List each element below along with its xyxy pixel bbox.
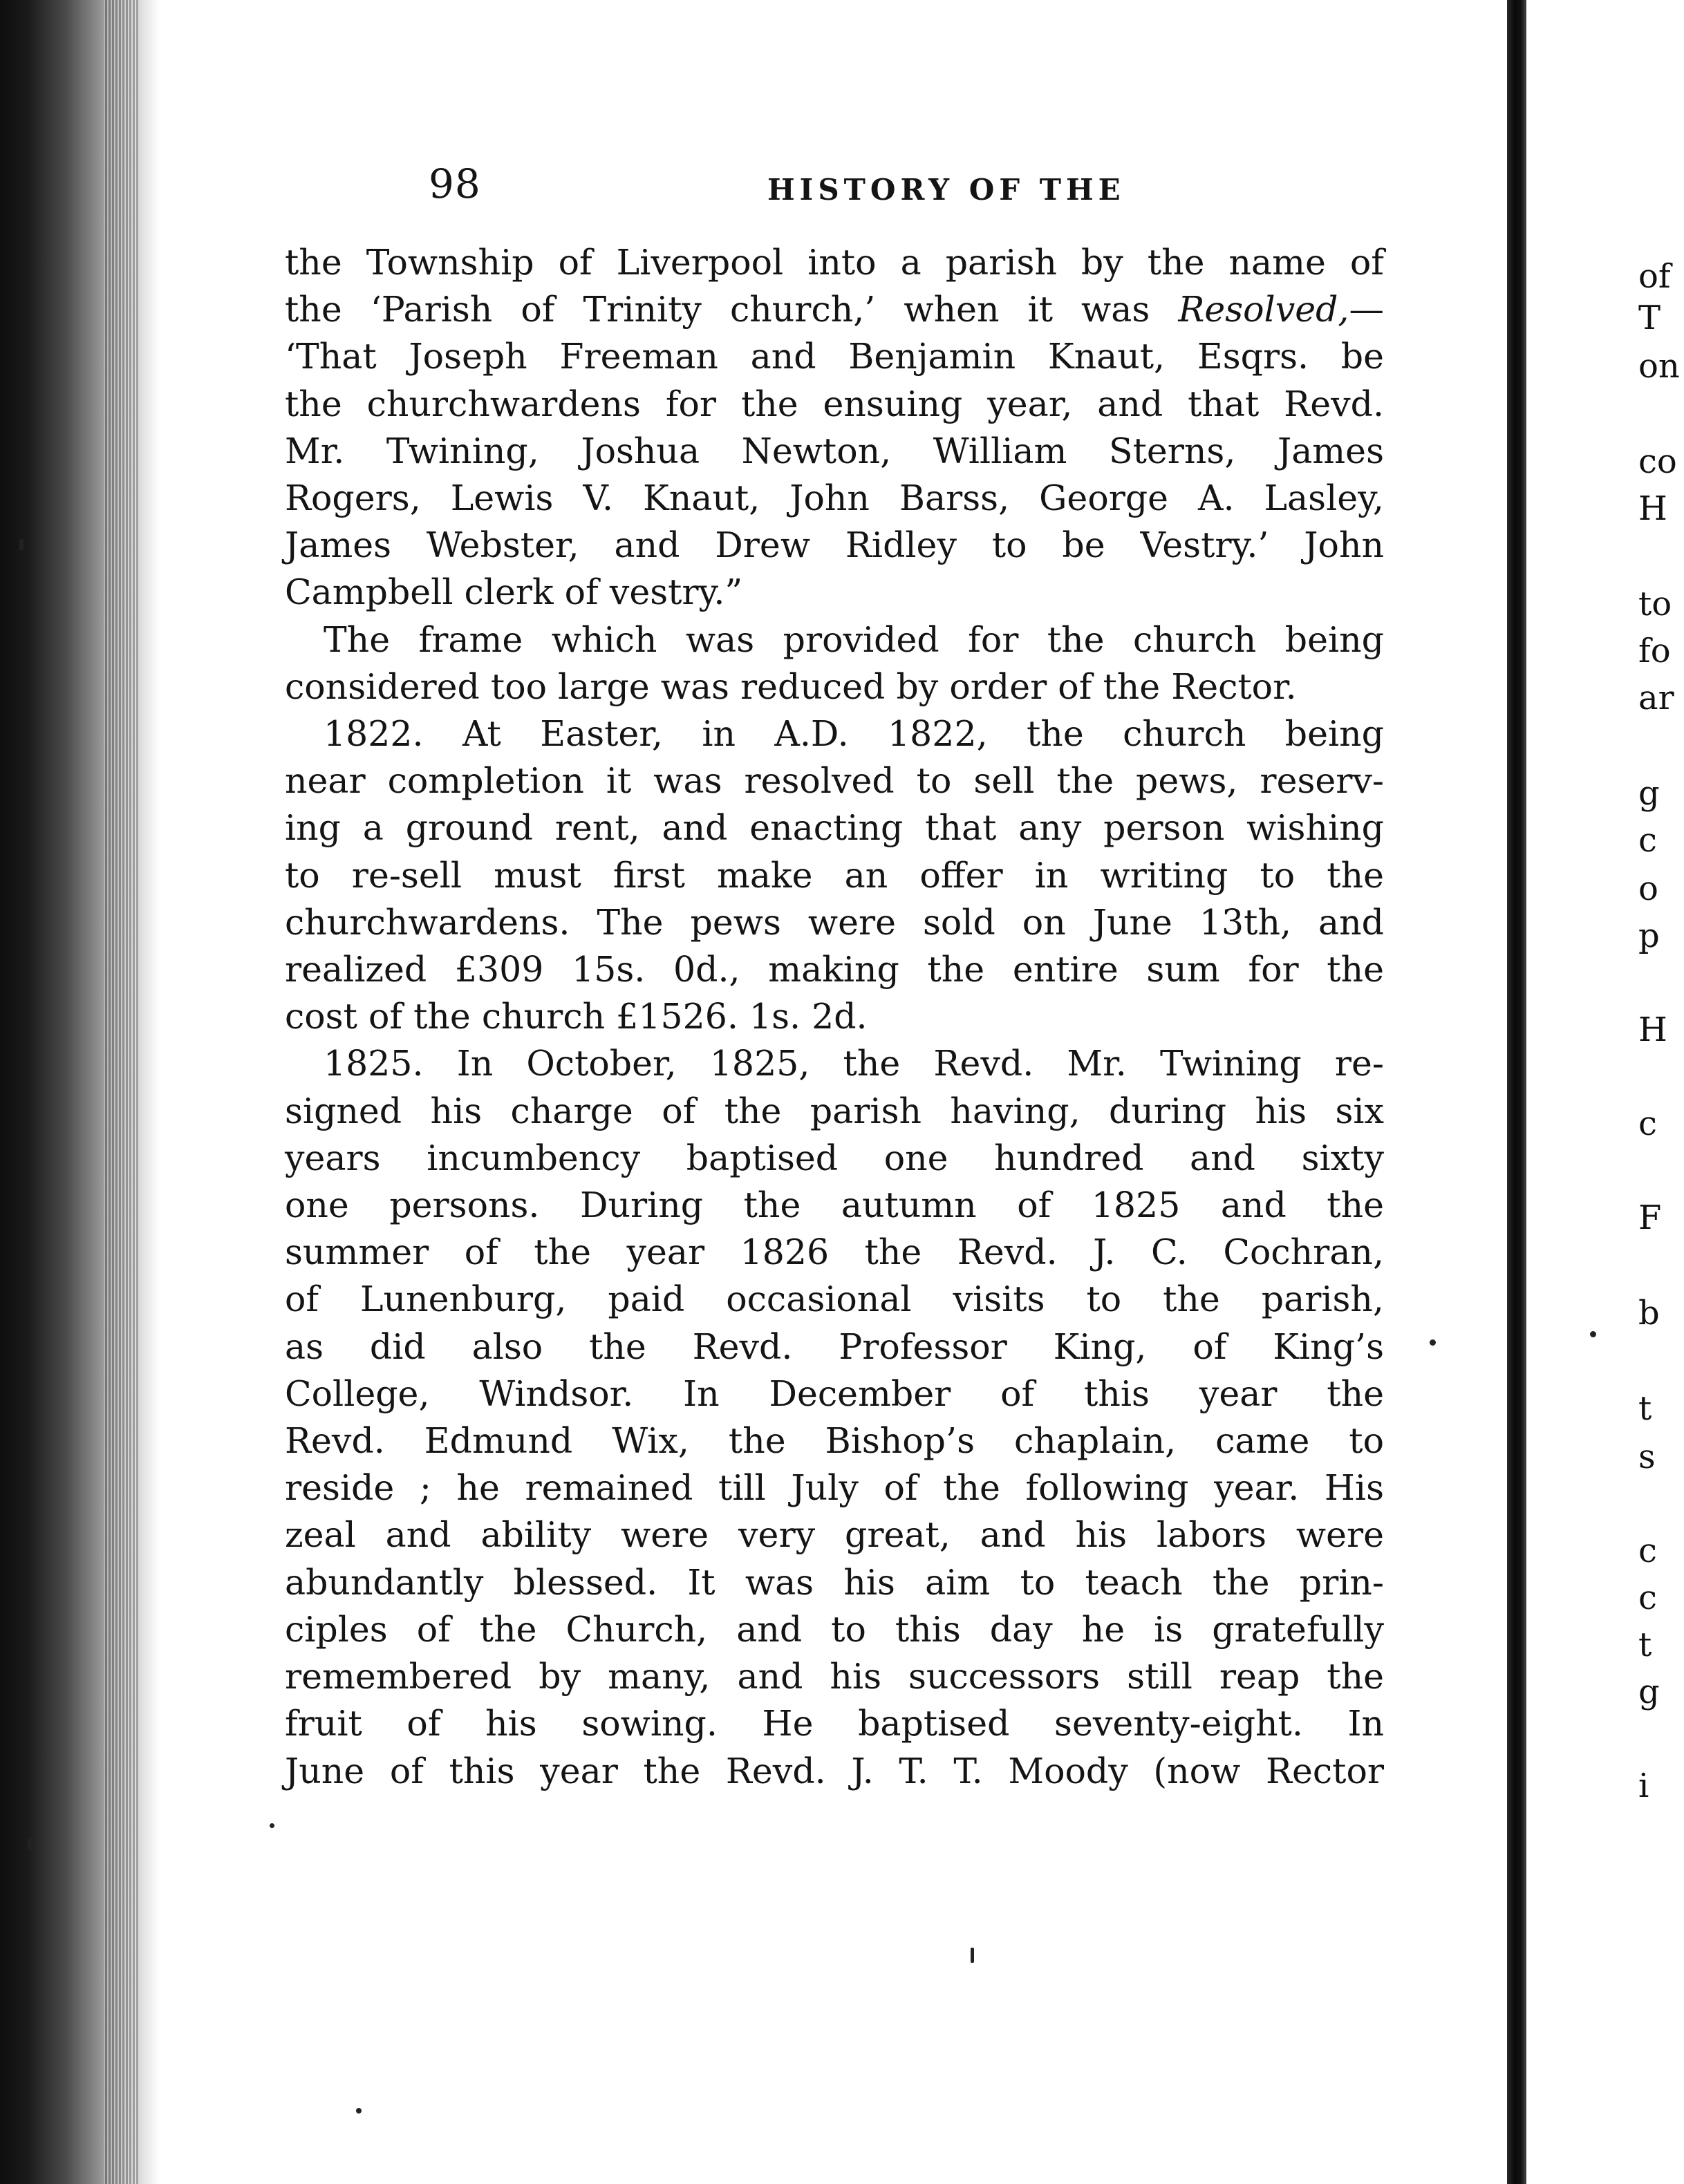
facing-page-fragment: t bbox=[1638, 1389, 1652, 1428]
facing-page-fragment: g bbox=[1638, 774, 1660, 813]
text-line: Mr. Twining, Joshua Newton, William Sterns, James bbox=[285, 430, 1384, 471]
text-line: summer of the year 1826 the Revd. J. C. Cochran, bbox=[285, 1232, 1384, 1273]
text-line: reside ; he remained till July of the following year. His bbox=[285, 1467, 1384, 1509]
text-line: remembered by many, and his successors still reap the bbox=[285, 1656, 1384, 1697]
text-line: fruit of his sowing. He baptised seventy-eight. In bbox=[285, 1703, 1384, 1744]
facing-page-fragment: c bbox=[1638, 1104, 1657, 1143]
paragraph-3 bbox=[285, 710, 1384, 1040]
facing-page-fragment: fo bbox=[1638, 632, 1671, 670]
text-line: the ‘Parish of Trinity church,’ when it was Resolved,— bbox=[285, 289, 1384, 330]
facing-page-fragment: p bbox=[1638, 916, 1660, 955]
text-line: 1825. In October, 1825, the Revd. Mr. Twining re- bbox=[324, 1043, 1384, 1084]
text-line: churchwardens. The pews were sold on June 13th, and bbox=[285, 901, 1384, 943]
book-gutter bbox=[1507, 0, 1526, 2184]
paragraph-4 bbox=[285, 1040, 1384, 1794]
text-line: as did also the Revd. Professor King, of King’s bbox=[285, 1326, 1384, 1367]
print-speck bbox=[356, 2108, 362, 2114]
text-line: of Lunenburg, paid occasional visits to the parish, bbox=[285, 1279, 1384, 1320]
italic-word: Resolved, bbox=[1178, 289, 1349, 330]
running-head: HISTORY OF THE bbox=[767, 173, 1125, 207]
text-line: The frame which was provided for the church being bbox=[324, 619, 1384, 660]
text-line: ciples of the Church, and to this day he is gratefully bbox=[285, 1608, 1384, 1650]
page-edges bbox=[104, 0, 138, 2184]
facing-page-fragment: b bbox=[1638, 1294, 1660, 1333]
text-line: James Webster, and Drew Ridley to be Vestry.’ John bbox=[285, 525, 1384, 566]
text-line: the churchwardens for the ensuing year, and that Revd. bbox=[285, 383, 1384, 424]
text-line: one persons. During the autumn of 1825 and the bbox=[285, 1185, 1384, 1226]
page-number: 98 bbox=[429, 160, 481, 207]
paragraph-2 bbox=[285, 616, 1384, 710]
text-line: years incumbency baptised one hundred and sixty bbox=[285, 1137, 1384, 1178]
facing-page-fragment: c bbox=[1638, 821, 1657, 860]
text-line: College, Windsor. In December of this year the bbox=[285, 1373, 1384, 1414]
facing-page-fragment: of bbox=[1638, 257, 1671, 296]
facing-page-fragment: o bbox=[1638, 869, 1658, 908]
text-line: the Township of Liverpool into a parish by the name of bbox=[285, 242, 1384, 283]
facing-page-fragment: T bbox=[1638, 299, 1661, 337]
text-line: Campbell clerk of vestry.” bbox=[285, 572, 743, 613]
text-line: zeal and ability were very great, and his labors were bbox=[285, 1514, 1384, 1556]
facing-page-fragment: c bbox=[1638, 1532, 1657, 1570]
facing-page-fragment: t bbox=[1638, 1626, 1652, 1664]
text-line: June of this year the Revd. J. T. T. Moody (now Rector bbox=[285, 1750, 1384, 1791]
facing-page-fragment: to bbox=[1638, 585, 1672, 623]
facing-page-fragment: i bbox=[1638, 1767, 1649, 1805]
text-line: to re-sell must first make an offer in writing to the bbox=[285, 854, 1384, 896]
text-line: abundantly blessed. It was his aim to teach the prin- bbox=[285, 1561, 1384, 1603]
text-line: Rogers, Lewis V. Knaut, John Barss, George A. Lasley, bbox=[285, 478, 1384, 519]
facing-page-fragment: on bbox=[1638, 347, 1680, 386]
facing-page-fragment: H bbox=[1638, 489, 1667, 528]
facing-page-fragment: F bbox=[1638, 1198, 1662, 1237]
text-line: 1822. At Easter, in A.D. 1822, the church being bbox=[324, 713, 1384, 755]
facing-page-fragment: ar bbox=[1638, 679, 1674, 717]
facing-page-fragment: g bbox=[1638, 1673, 1660, 1711]
facing-page-edge bbox=[1638, 0, 1684, 2184]
print-speck bbox=[971, 1948, 974, 1963]
text-line: realized £309 15s. 0d., making the entire sum for the bbox=[285, 949, 1384, 990]
text-line: considered too large was reduced by order of the Rector. bbox=[285, 666, 1297, 707]
body-text bbox=[285, 239, 1384, 1795]
text-line: ‘That Joseph Freeman and Benjamin Knaut, Esqrs. be bbox=[285, 336, 1384, 377]
text-line: Revd. Edmund Wix, the Bishop’s chaplain, came to bbox=[285, 1420, 1384, 1462]
facing-page-fragment: s bbox=[1638, 1438, 1656, 1476]
text-line: cost of the church £1526. 1s. 2d. bbox=[285, 996, 868, 1037]
text-line: near completion it was resolved to sell the pews, reserv- bbox=[285, 760, 1384, 802]
print-speck bbox=[28, 1838, 32, 1849]
facing-page-fragment: c bbox=[1638, 1579, 1657, 1617]
print-speck bbox=[1430, 1339, 1436, 1346]
print-speck bbox=[19, 539, 24, 550]
facing-page-fragment: H bbox=[1638, 1010, 1667, 1049]
print-speck bbox=[1590, 1331, 1596, 1337]
paragraph-1 bbox=[285, 239, 1384, 616]
print-speck bbox=[270, 1823, 274, 1828]
facing-page-fragment: co bbox=[1638, 442, 1677, 481]
text-line: ing a ground rent, and enacting that any person wishing bbox=[285, 807, 1384, 849]
text-line: signed his charge of the parish having, during his six bbox=[285, 1090, 1384, 1131]
